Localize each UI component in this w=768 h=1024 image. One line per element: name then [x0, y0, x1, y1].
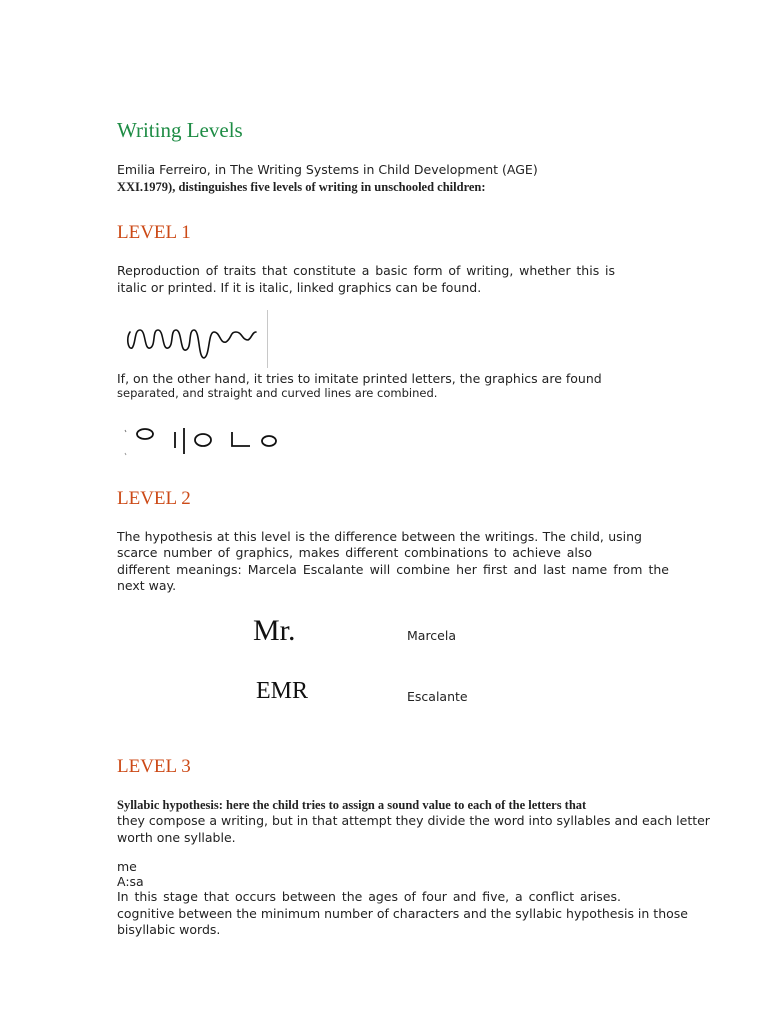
level-1-para-1-line-1: Reproduction of traits that constitute a basic form of writing, whether this is: [117, 263, 615, 278]
level-2-line-1: The hypothesis at this level is the difference between the writings. The child, using: [117, 529, 642, 544]
cursive-scribble-image: [124, 318, 264, 366]
label-marcela: Marcela: [407, 628, 457, 643]
level-3-heading: LEVEL 3: [117, 756, 191, 777]
level-1-para-2-line-1: If, on the other hand, it tries to imitate printed letters, the graphics are found: [117, 371, 602, 386]
sample-writing-escalante: EMR: [256, 678, 309, 704]
level-2-line-2: scarce number of graphics, makes different combinations to achieve also: [117, 545, 592, 560]
level-3-line-3: worth one syllable.: [117, 830, 236, 845]
intro-line-2: XXI.1979), distinguishes five levels of writing in unschooled children:: [117, 180, 486, 194]
sample-writing-marcela: Mr.: [253, 614, 296, 647]
printed-marks-image: [122, 422, 287, 458]
level-2-heading: LEVEL 2: [117, 488, 191, 509]
level-2-line-4: next way.: [117, 578, 177, 593]
level-3-line-2: they compose a writing, but in that attempt they divide the word into syllables and each letter: [117, 813, 710, 828]
label-escalante: Escalante: [407, 689, 468, 704]
intro-line-1: Emilia Ferreiro, in The Writing Systems in Child Development (AGE): [117, 162, 538, 177]
level-1-para-1-line-2: italic or printed. If it is italic, linked graphics can be found.: [117, 280, 482, 295]
image-divider: [267, 310, 268, 368]
level-3-line-1: Syllabic hypothesis: here the child tries to assign a sound value to each of the letters that: [117, 798, 587, 812]
level-2-line-3: different meanings: Marcela Escalante will combine her first and last name from the: [117, 562, 669, 577]
level-3-example-1: me: [117, 859, 137, 874]
page-title: Writing Levels: [117, 118, 243, 142]
level-3-line-6: bisyllabic words.: [117, 922, 221, 937]
level-3-line-4: In this stage that occurs between the ages of four and five, a conflict arises.: [117, 889, 621, 904]
level-3-line-5: cognitive between the minimum number of characters and the syllabic hypothesis in those: [117, 906, 688, 921]
level-1-heading: LEVEL 1: [117, 222, 191, 243]
level-3-example-2: A:sa: [117, 874, 144, 889]
level-1-para-2-line-2: separated, and straight and curved lines are combined.: [117, 386, 438, 400]
